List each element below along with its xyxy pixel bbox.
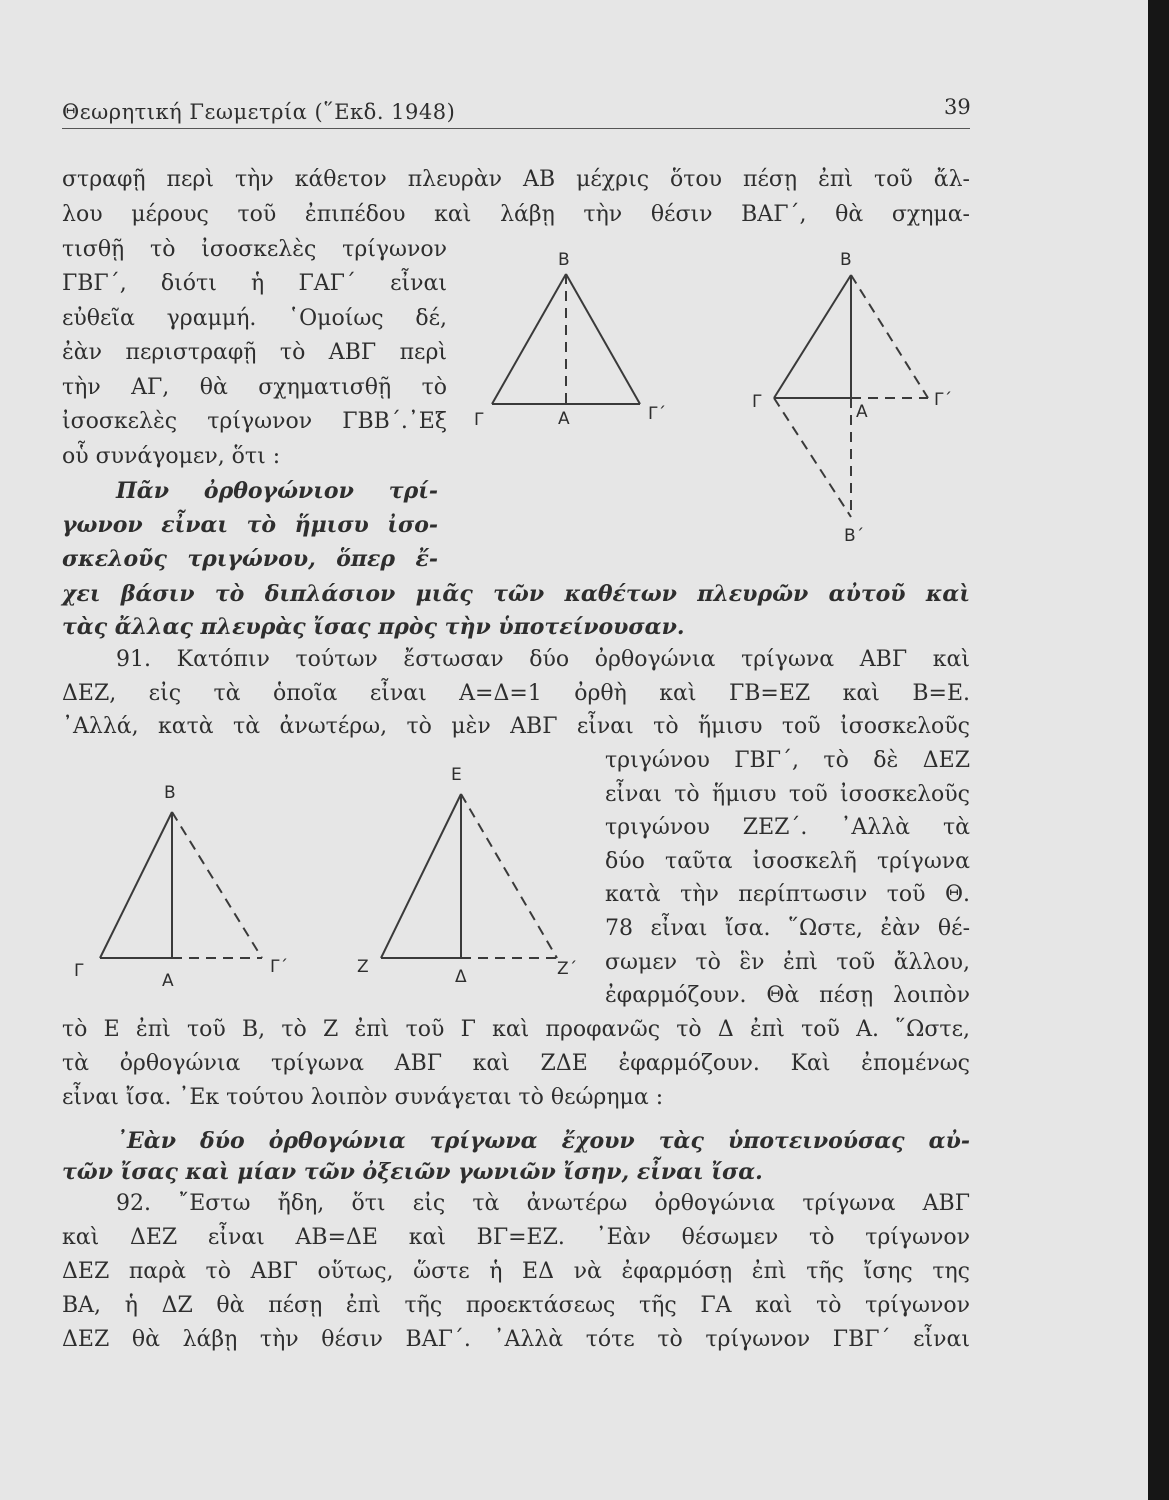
figure-triangle-abg bbox=[470, 248, 670, 433]
vertex-label-b: B bbox=[558, 250, 570, 270]
header-rule bbox=[62, 128, 970, 129]
vertex-label-g-prime: Γ΄ bbox=[934, 390, 952, 410]
vertex-label-g-prime: Γ΄ bbox=[648, 404, 666, 424]
text-line: σωμεν τὸ ἓν ἐπὶ τοῦ ἄλλου, bbox=[605, 950, 970, 975]
text-line: εὐθεῖα γραμμή. ῾Ομοίως δέ, bbox=[62, 306, 447, 331]
figure-dashed-line bbox=[774, 398, 851, 517]
vertex-label-z-prime: Z΄ bbox=[557, 959, 578, 979]
text-line: 78 εἶναι ἴσα. ῞Ωστε, ἐὰν θέ- bbox=[605, 916, 970, 941]
text-line: ΔΕΖ, εἰς τὰ ὁποῖα εἶναι Α=Δ=1 ὀρθὴ καὶ ΓΒ=ΕΖ καὶ Β=Ε. bbox=[62, 681, 970, 706]
theorem-line: Πᾶν ὀρθογώνιον τρί- bbox=[116, 478, 438, 504]
vertex-label-g: Γ bbox=[74, 961, 84, 981]
theorem-line: τὰς ἄλλας πλευρὰς ἴσας πρὸς τὴν ὑποτείνουσαν. bbox=[62, 614, 685, 640]
text-line: τριγώνου ΓΒΓ΄, τὸ δὲ ΔΕΖ bbox=[605, 748, 970, 773]
vertex-label-g: Γ bbox=[474, 410, 484, 430]
vertex-label-g-prime: Γ΄ bbox=[270, 957, 288, 977]
figure-triangle-dez bbox=[345, 762, 595, 987]
text-line: ΔΕΖ παρὰ τὸ ΑΒΓ οὕτως, ὥστε ἡ ΕΔ νὰ ἐφαρμόσῃ ἐπὶ τῆς ἴσης της bbox=[62, 1259, 970, 1284]
text-line: ΓΒΓ΄, διότι ἡ ΓΑΓ΄ εἶναι bbox=[62, 271, 447, 296]
text-line: 91. Κατόπιν τούτων ἔστωσαν δύο ὀρθογώνια τρίγωνα ΑΒΓ καὶ bbox=[116, 647, 970, 672]
vertex-label-a: A bbox=[162, 971, 174, 991]
text-line: 92. ῎Εστω ἤδη, ὅτι εἰς τὰ ἀνωτέρω ὀρθογώνια τρίγωνα ΑΒΓ bbox=[116, 1191, 970, 1216]
figure-line bbox=[381, 794, 461, 958]
text-line: κατὰ τὴν περίπτωσιν τοῦ Θ. bbox=[605, 882, 970, 907]
text-line: εἶναι ἴσα. ᾿Εκ τούτου λοιπὸν συνάγεται τὸ θεώρημα : bbox=[62, 1085, 664, 1110]
text-line: τισθῇ τὸ ἰσοσκελὲς τρίγωνον bbox=[62, 237, 447, 262]
theorem-line: σκελοῦς τριγώνου, ὅπερ ἔ- bbox=[62, 546, 438, 572]
running-header-title: Θεωρητική Γεωμετρία (῞Εκδ. 1948) bbox=[62, 100, 456, 124]
vertex-label-b: B bbox=[840, 250, 852, 270]
text-line: οὗ συνάγομεν, ὅτι : bbox=[62, 444, 281, 469]
figure-triangle-abg-2 bbox=[62, 772, 312, 992]
text-line: δύο ταῦτα ἰσοσκελῆ τρίγωνα bbox=[605, 849, 970, 874]
text-line: ΒΑ, ἡ ΔΖ θὰ πέσῃ ἐπὶ τῆς προεκτάσεως τῆς ΓΑ καὶ τὸ τρίγωνον bbox=[62, 1293, 970, 1318]
figure-line bbox=[774, 275, 851, 398]
theorem-line: γωνον εἶναι τὸ ἥμισυ ἰσο- bbox=[62, 512, 438, 538]
vertex-label-g: Γ bbox=[752, 392, 762, 412]
text-line: τὰ ὀρθογώνια τρίγωνα ΑΒΓ καὶ ΖΔΕ ἐφαρμόζουν. Καὶ ἐπομένως bbox=[62, 1051, 970, 1076]
figure-line bbox=[566, 274, 640, 404]
figure-line bbox=[100, 812, 172, 958]
figure-triangle-rotation bbox=[740, 245, 970, 550]
vertex-label-b: B bbox=[164, 783, 176, 803]
figure-line bbox=[492, 274, 566, 404]
page-edge-shadow bbox=[1148, 0, 1169, 1500]
text-line: ἐφαρμόζουν. Θὰ πέσῃ λοιπὸν bbox=[605, 983, 970, 1008]
theorem-line: τῶν ἴσας καὶ μίαν τῶν ὀξειῶν γωνιῶν ἴσην, εἶναι ἴσα. bbox=[62, 1159, 763, 1185]
page-number: 39 bbox=[944, 95, 971, 119]
vertex-label-e: E bbox=[451, 765, 462, 785]
text-line: τὸ Ε ἐπὶ τοῦ Β, τὸ Ζ ἐπὶ τοῦ Γ καὶ προφανῶς τὸ Δ ἐπὶ τοῦ Α. ῞Ωστε, bbox=[62, 1017, 970, 1042]
text-line: ἰσοσκελὲς τρίγωνον ΓΒΒ΄.᾿Εξ bbox=[62, 409, 447, 434]
theorem-line: χει βάσιν τὸ διπλάσιον μιᾶς τῶν καθέτων πλευρῶν αὐτοῦ καὶ bbox=[62, 581, 970, 607]
vertex-label-d: Δ bbox=[455, 967, 467, 987]
text-line: καὶ ΔΕΖ εἶναι ΑΒ=ΔΕ καὶ ΒΓ=ΕΖ. ᾿Εὰν θέσωμεν τὸ τρίγωνον bbox=[62, 1225, 970, 1250]
figure-dashed-line bbox=[461, 794, 557, 958]
vertex-label-b-prime: B΄ bbox=[844, 526, 865, 546]
theorem-line: ᾿Εὰν δύο ὀρθογώνια τρίγωνα ἔχουν τὰς ὑποτεινούσας αὐ- bbox=[116, 1128, 970, 1154]
vertex-label-a: A bbox=[856, 402, 868, 422]
figure-dashed-line bbox=[851, 275, 928, 398]
text-line: τὴν ΑΓ, θὰ σχηματισθῇ τὸ bbox=[62, 375, 447, 400]
text-line: ᾿Αλλά, κατὰ τὰ ἀνωτέρω, τὸ μὲν ΑΒΓ εἶναι τὸ ἥμισυ τοῦ ἰσοσκελοῦς bbox=[62, 714, 970, 739]
vertex-label-a: A bbox=[558, 409, 570, 429]
text-line: λου μέρους τοῦ ἐπιπέδου καὶ λάβῃ τὴν θέσιν ΒΑΓ΄, θὰ σχημα- bbox=[62, 202, 970, 227]
vertex-label-z: Z bbox=[357, 957, 369, 977]
text-line: τριγώνου ΖΕΖ΄. ᾿Αλλὰ τὰ bbox=[605, 815, 970, 840]
text-line: εἶναι τὸ ἥμισυ τοῦ ἰσοσκελοῦς bbox=[605, 782, 970, 807]
text-line: ἐὰν περιστραφῇ τὸ ΑΒΓ περὶ bbox=[62, 340, 447, 365]
text-line: στραφῇ περὶ τὴν κάθετον πλευρὰν ΑΒ μέχρις ὅτου πέσῃ ἐπὶ τοῦ ἄλ- bbox=[62, 167, 970, 192]
text-line: ΔΕΖ θὰ λάβῃ τὴν θέσιν ΒΑΓ΄. ᾿Αλλὰ τότε τὸ τρίγωνον ΓΒΓ΄ εἶναι bbox=[62, 1327, 970, 1352]
figure-dashed-line bbox=[172, 812, 262, 958]
